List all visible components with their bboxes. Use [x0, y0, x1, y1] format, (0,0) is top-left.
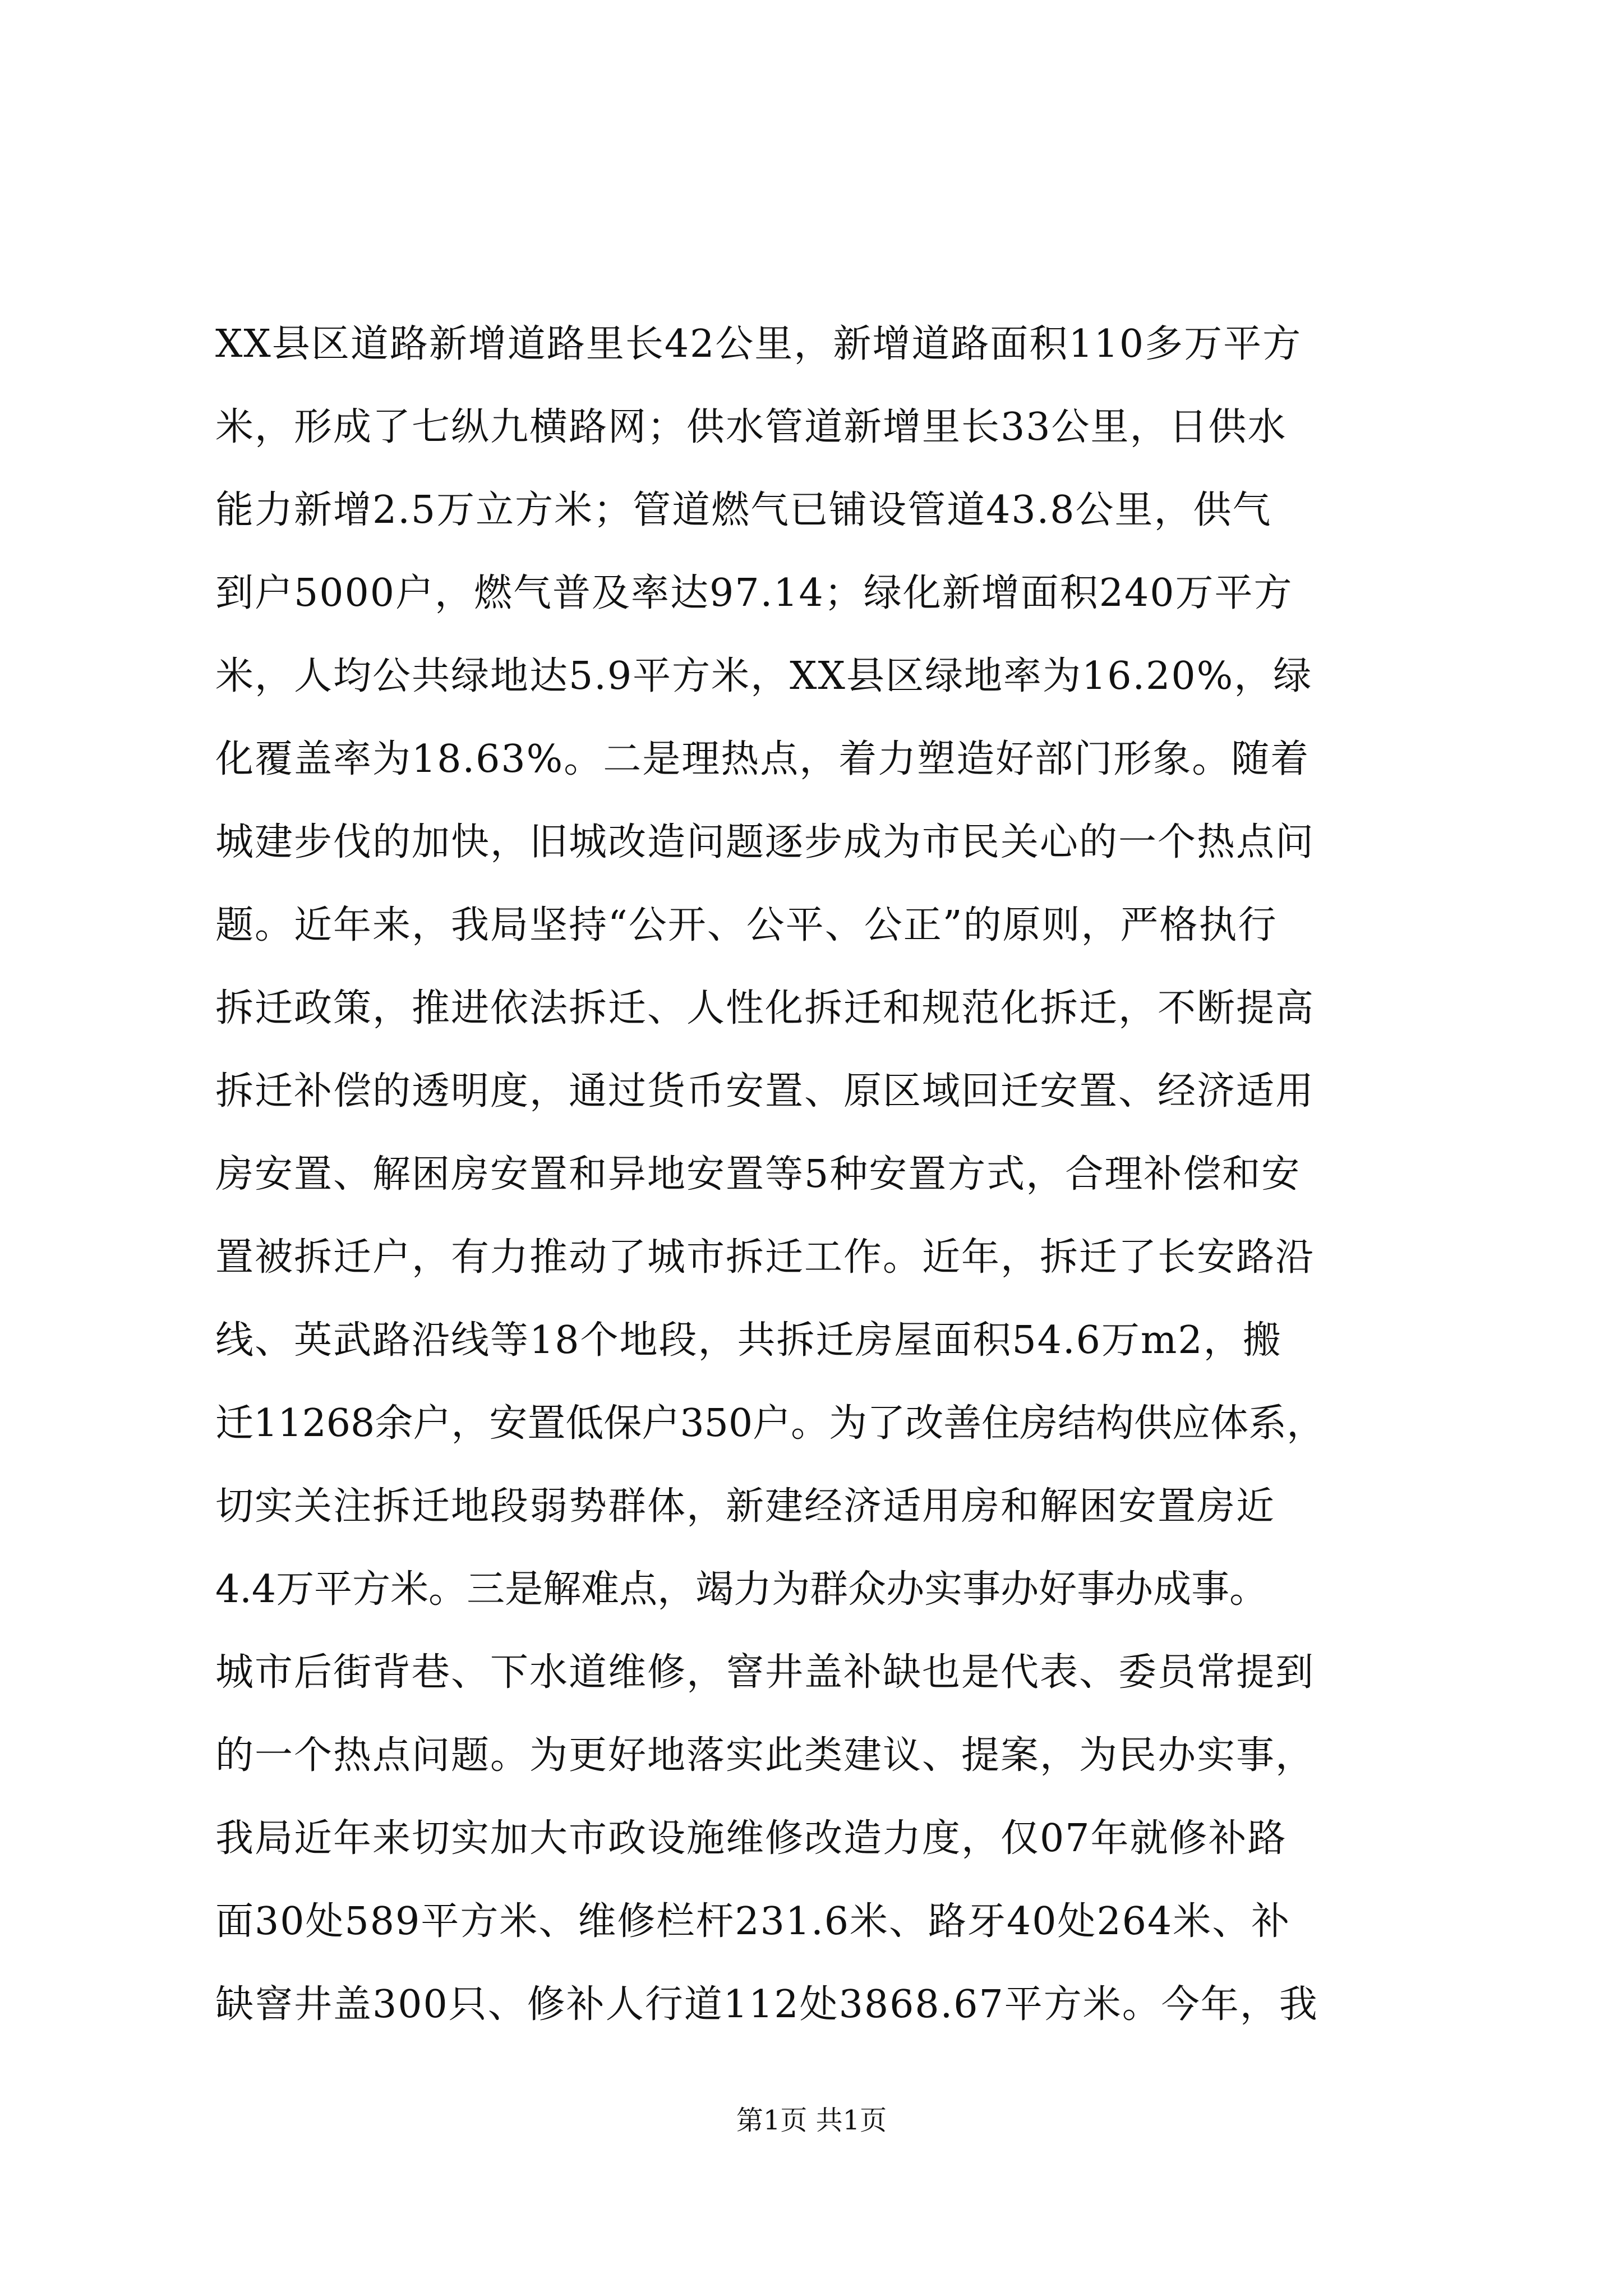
- text-line: 线、英武路沿线等18个地段，共拆迁房屋面积54.6万m2，搬: [215, 1318, 1282, 1363]
- page-number-label: 第1页 共1页: [736, 2105, 887, 2136]
- page-footer: [0, 2101, 1623, 2140]
- text-line: 能力新增2.5万立方米；管道燃气已铺设管道43.8公里，供气: [215, 488, 1272, 532]
- text-line: 拆迁补偿的透明度，通过货币安置、原区域回迁安置、经济适用: [215, 1069, 1315, 1114]
- text-line: 迁11268余户，安置低保户350户。为了改善住房结构供应体系，: [215, 1401, 1325, 1446]
- text-line: 4.4万平方米。三是解难点，竭力为群众办实事办好事办成事。: [215, 1567, 1268, 1612]
- text-line: 缺窨井盖300只、修补人行道112处3868.67平方米。今年，我: [215, 1982, 1318, 2027]
- text-line: 米，形成了七纵九横路网；供水管道新增里长33公里，日供水: [215, 405, 1287, 449]
- text-line: 切实关注拆迁地段弱势群体，新建经济适用房和解困安置房近: [215, 1484, 1276, 1529]
- text-line: 面30处589平方米、维修栏杆231.6米、路牙40处264米、补: [215, 1899, 1291, 1944]
- text-line: 城建步伐的加快，旧城改造问题逐步成为市民关心的一个热点问: [215, 820, 1315, 864]
- text-line: XX县区道路新增道路里长42公里，新增道路面积110多万平方: [215, 322, 1302, 366]
- text-line: 城市后街背巷、下水道维修，窨井盖补缺也是代表、委员常提到: [215, 1650, 1315, 1695]
- text-line: 化覆盖率为18.63%。二是理热点，着力塑造好部门形象。随着: [215, 737, 1310, 781]
- text-line: 到户5000户，燃气普及率达97.14；绿化新增面积240万平方: [215, 571, 1293, 615]
- text-line: 题。近年来，我局坚持“公开、公平、公正”的原则，严格执行: [215, 903, 1278, 947]
- body-paragraph: [215, 303, 1415, 2046]
- text-line: 置被拆迁户，有力推动了城市拆迁工作。近年，拆迁了长安路沿: [215, 1235, 1315, 1280]
- text-line: 我局近年来切实加大市政设施维修改造力度，仅07年就修补路: [215, 1816, 1287, 1861]
- text-line: 米，人均公共绿地达5.9平方米，XX县区绿地率为16.20%，绿: [215, 654, 1313, 698]
- text-line: 拆迁政策，推进依法拆迁、人性化拆迁和规范化拆迁，不断提高: [215, 986, 1315, 1030]
- text-line: 的一个热点问题。为更好地落实此类建议、提案，为民办实事，: [215, 1733, 1315, 1778]
- text-line: 房安置、解困房安置和异地安置等5种安置方式，合理补偿和安: [215, 1152, 1301, 1197]
